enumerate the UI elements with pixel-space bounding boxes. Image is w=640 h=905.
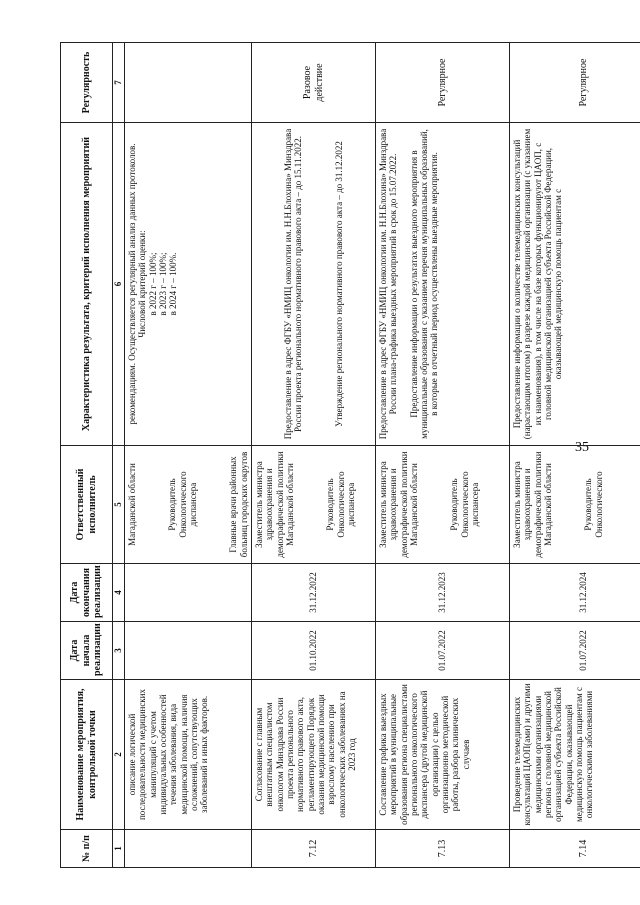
responsible-line: Руководитель Онкологического диспансера [449, 471, 481, 538]
column-number: 7 [113, 43, 125, 123]
header-name: Наименование мероприятия, контрольной точки [61, 680, 113, 830]
measure-name: Согласование с главным внештатным специалистом онкологом Минздрава России проекта регионального нормативного правового акта, регламентирующего Порядок оказания медицинской помощи взрослому населению при онкологических заболеваниях на 2023 год [252, 680, 376, 830]
end-date: 31.12.2022 [252, 564, 376, 622]
column-number: 3 [113, 622, 125, 680]
column-number: 6 [113, 123, 125, 446]
responsible-line: Заместитель министра здравоохранения и демографической политики Магаданской области [378, 451, 420, 558]
responsible-line: Магаданской области [127, 463, 137, 546]
result-line: в 2024 г – 100%. [168, 252, 179, 316]
regularity: Разовое действие [252, 43, 376, 123]
start-date [125, 622, 252, 680]
responsible-line: Главные врачи районных больниц городских округов [228, 451, 249, 558]
measure-name: Проведение телемедицинских консультаций ЦАОП(ами) и другими медицинскими организациями региона с головной медицинской организацией субъекта Российской Федерации, оказывающей медицинскую помощь пациентам с онкологическими заболеваниями [510, 680, 640, 830]
table-row [510, 43, 640, 868]
result-line: в 2022 г – 100%; [147, 252, 158, 316]
header-result: Характеристика результата, критерий исполнения мероприятий [61, 123, 113, 446]
responsible-line: Заместитель министра здравоохранения и демографической политики Магаданской области [254, 451, 296, 558]
column-number-row [113, 43, 125, 868]
end-date [125, 564, 252, 622]
regularity: Регулярное [510, 43, 640, 123]
result-description [510, 123, 640, 446]
measure-name: Составление графика выездных мероприятий в муниципальные образования региона специалистами регионального онкологического диспансера (другой медицинской организации) с целью организационно методической работы, разбора клинических случаев [376, 680, 510, 830]
column-number: 4 [113, 564, 125, 622]
responsible-executor [125, 446, 252, 564]
header-regularity: Регулярность [61, 43, 113, 123]
result-line: Предоставление информации о результатах выездного мероприятия в муниципальные образования с указанием перечня муниципальных образований, в которые в отчетный период осуществлены выездные мероприятия. [408, 129, 440, 439]
end-date: 31.12.2024 [510, 564, 640, 622]
responsible-line: Руководитель Онкологического [583, 471, 604, 538]
regularity: Регулярное [376, 43, 510, 123]
responsible-line: Заместитель министра здравоохранения и демографической политики Магаданской области [512, 451, 554, 558]
header-num: № п/п [61, 830, 113, 868]
column-number: 5 [113, 446, 125, 564]
responsible-executor [510, 446, 640, 564]
end-date: 31.12.2023 [376, 564, 510, 622]
result-line: Числовой критерий оценки: [137, 230, 148, 338]
header-end: Дата окончания реализации [61, 564, 113, 622]
start-date: 01.07.2022 [510, 622, 640, 680]
responsible-line: Руководитель Онкологического диспансера [325, 471, 357, 538]
page-number: 35 [575, 440, 589, 455]
regularity [125, 43, 252, 123]
result-description [376, 123, 510, 446]
responsible-executor [252, 446, 376, 564]
row-number: 7.14 [510, 830, 640, 868]
responsible-executor [376, 446, 510, 564]
header-responsible: Ответственный исполнитель [61, 446, 113, 564]
result-line: Предоставление в адрес ФГБУ «НМИЦ онкологии им. Н.Н.Блохина» Минздрава России плана-графика выездных мероприятий в срок до 15.07.2022. [378, 128, 399, 440]
row-number [125, 830, 252, 868]
row-number: 7.12 [252, 830, 376, 868]
start-date: 01.10.2022 [252, 622, 376, 680]
header-row [61, 43, 113, 868]
result-line: в 2023 г – 100%; [158, 252, 169, 316]
measures-table [60, 42, 640, 868]
column-number: 2 [113, 680, 125, 830]
result-line: рекомендациям. Осуществляется регулярный анализ данных протоколов. [127, 143, 137, 425]
result-description [252, 123, 376, 446]
row-number: 7.13 [376, 830, 510, 868]
result-line: Предоставление информации о количестве телемедицинских консультаций (нарастающим итогом) в разрезе каждой медицинской организации (с указанием их наименования), в том числе на базе которых функционируют ЦАОП, с головной медицинской организацией субъекта Российской Федерации, оказывающей медицинскую помощь пациентам с [512, 128, 564, 440]
measure-name: описание логической последовательности медицинских манипуляций с учетом индивидуальных особенностей течения заболевания, вида медицинской помощи, наличия осложнений, сопутствующих заболеваний и иных факторов. [125, 680, 252, 830]
table-row [376, 43, 510, 868]
result-description [125, 123, 252, 446]
table-row [125, 43, 252, 868]
result-line: Предоставление в адрес ФГБУ «НМИЦ онкологии им. Н.Н.Блохина» Минздрава России проекта регионального нормативного правового акта – до 15.11.2022. [283, 128, 304, 440]
start-date: 01.07.2022 [376, 622, 510, 680]
responsible-line: Руководитель Онкологического диспансера [167, 471, 199, 538]
table-row [252, 43, 376, 868]
column-number: 1 [113, 830, 125, 868]
header-start: Дата начала реализации [61, 622, 113, 680]
result-line: Утверждение регионального нормативного правового акта – до 31.12.2022 [333, 141, 344, 427]
